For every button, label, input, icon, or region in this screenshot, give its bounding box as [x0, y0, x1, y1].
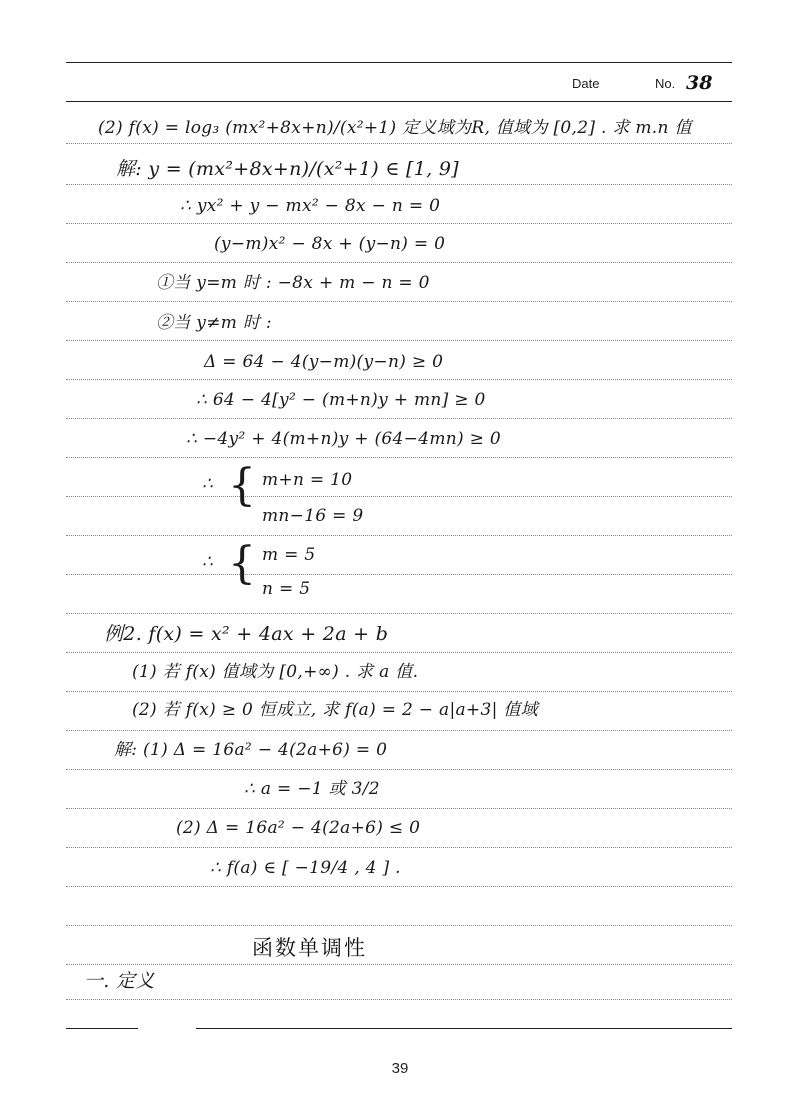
therefore-symbol: ∴ [202, 474, 214, 494]
ruled-line [66, 143, 732, 144]
ruled-line [66, 925, 732, 926]
header-rule [66, 62, 732, 63]
no-label: No. [655, 76, 676, 91]
system-brace: { [228, 460, 256, 511]
section-title: 函数单调性 [252, 936, 367, 960]
page-number: 39 [391, 1060, 409, 1077]
ruled-line [66, 184, 732, 185]
solution-line: ∴ a = −1 或 3/2 [244, 779, 380, 799]
solution-line: Δ = 64 − 4(y−m)(y−n) ≥ 0 [204, 352, 444, 372]
ruled-line [66, 262, 732, 263]
ruled-line [66, 340, 732, 341]
date-label: Date [572, 76, 600, 91]
case-two-line: ②当 y≠m 时 : [156, 313, 272, 333]
solution-line: ∴ yx² + y − mx² − 8x − n = 0 [180, 196, 441, 216]
ruled-line [66, 964, 732, 965]
ruled-line [66, 691, 732, 692]
ruled-line [66, 847, 732, 848]
ruled-line [66, 301, 732, 302]
system-equation: n = 5 [262, 579, 311, 599]
system-equation: m+n = 10 [262, 470, 353, 490]
solution-line: ∴ −4y² + 4(m+n)y + (64−4mn) ≥ 0 [186, 429, 501, 449]
solution-line: ∴ 64 − 4[y² − (m+n)y + mn] ≥ 0 [196, 390, 486, 410]
ruled-line [66, 652, 732, 653]
ruled-line [66, 496, 732, 497]
ruled-line [66, 379, 732, 380]
header-underline [66, 101, 732, 102]
ruled-line [66, 535, 732, 536]
ruled-line [66, 999, 732, 1000]
ruled-line [66, 730, 732, 731]
solution-line: (y−m)x² − 8x + (y−n) = 0 [214, 234, 446, 254]
ruled-line [66, 613, 732, 614]
ruled-line [66, 457, 732, 458]
page-no-value: 38 [686, 72, 713, 94]
ruled-line [66, 223, 732, 224]
problem-statement: (2) f(x) = log₃ (mx²+8x+n)/(x²+1) 定义域为R, 值域为 [0,2] . 求 m.n 值 [98, 118, 692, 138]
system-equation: m = 5 [262, 545, 316, 565]
ruled-line [66, 886, 732, 887]
therefore-symbol: ∴ [202, 552, 214, 572]
solution-line: 解: y = (mx²+8x+n)/(x²+1) ∈ [1, 9] [116, 158, 459, 180]
ruled-line [66, 418, 732, 419]
example-part: (1) 若 f(x) 值域为 [0,+∞) . 求 a 值. [132, 662, 419, 682]
case-one-line: ①当 y=m 时 : −8x + m − n = 0 [156, 273, 430, 293]
system-equation: mn−16 = 9 [262, 506, 364, 526]
section-subheading: 一. 定义 [84, 970, 155, 992]
solution-line: (2) Δ = 16a² − 4(2a+6) ≤ 0 [176, 818, 421, 838]
ruled-line [66, 574, 732, 575]
example-heading: 例2. f(x) = x² + 4ax + 2a + b [104, 623, 389, 645]
bottom-rule-right [196, 1028, 732, 1029]
system-brace: { [228, 538, 256, 589]
solution-line: ∴ f(a) ∈ [ −19/4 , 4 ] . [210, 858, 401, 878]
solution-line: 解: (1) Δ = 16a² − 4(2a+6) = 0 [114, 740, 388, 760]
bottom-rule-left [66, 1028, 138, 1029]
example-part: (2) 若 f(x) ≥ 0 恒成立, 求 f(a) = 2 − a|a+3| 值域 [132, 700, 538, 720]
ruled-line [66, 808, 732, 809]
ruled-line [66, 769, 732, 770]
